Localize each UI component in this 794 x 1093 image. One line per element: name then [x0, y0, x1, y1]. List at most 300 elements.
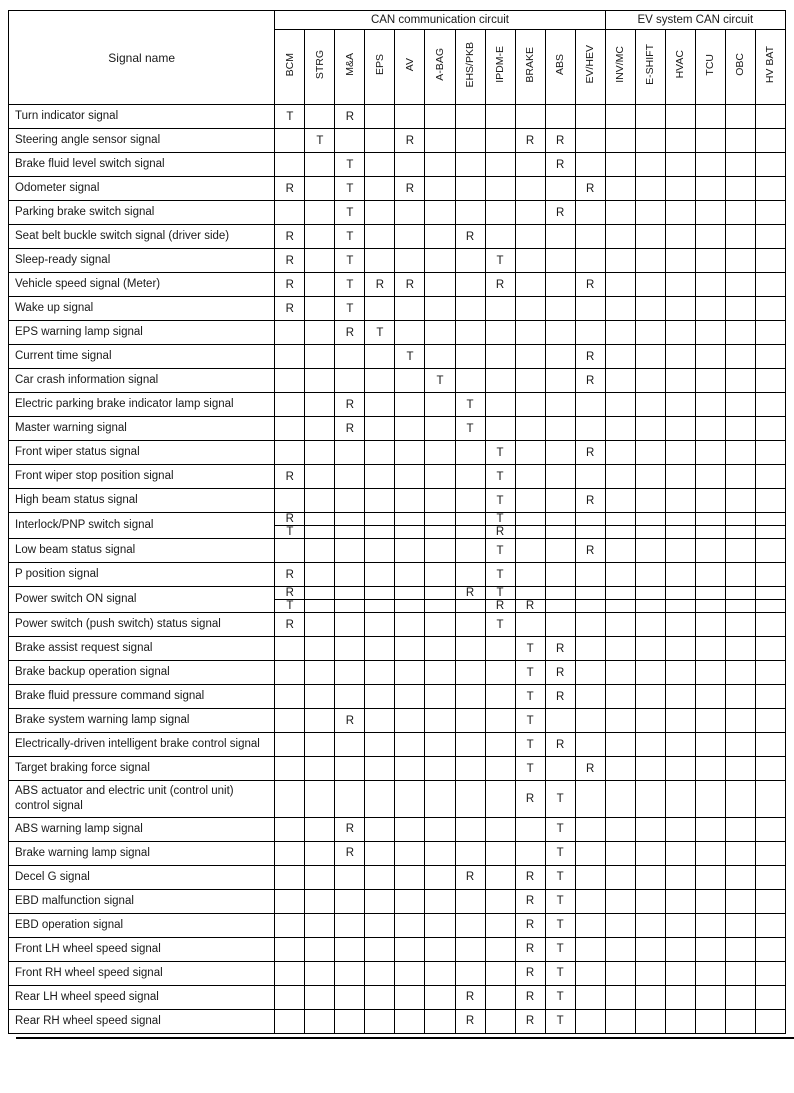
value-cell: [605, 201, 635, 225]
value-cell: [545, 587, 575, 600]
value-cell: R: [545, 637, 575, 661]
value-cell: R: [275, 249, 305, 273]
value-cell: [485, 1009, 515, 1033]
value-cell: [725, 781, 755, 818]
value-cell: [365, 937, 395, 961]
value-cell: [755, 393, 785, 417]
signal-name: Vehicle speed signal (Meter): [9, 273, 275, 297]
value-cell: [725, 563, 755, 587]
value-cell: [575, 513, 605, 526]
value-cell: [455, 321, 485, 345]
value-cell: [725, 249, 755, 273]
value-cell: [275, 889, 305, 913]
value-cell: [455, 685, 485, 709]
value-cell: [515, 563, 545, 587]
column-header-label: EV/HEV: [583, 45, 596, 84]
value-cell: [455, 661, 485, 685]
signal-row: [9, 613, 786, 637]
value-cell: [725, 685, 755, 709]
value-cell: [665, 105, 695, 129]
value-cell: [335, 489, 365, 513]
value-cell: [545, 321, 575, 345]
value-cell: R: [515, 781, 545, 818]
value-cell: [605, 105, 635, 129]
value-cell: [605, 781, 635, 818]
value-cell: [305, 637, 335, 661]
value-cell: [305, 913, 335, 937]
value-cell: [395, 1009, 425, 1033]
value-cell: [605, 393, 635, 417]
value-cell: [365, 865, 395, 889]
value-cell: [665, 817, 695, 841]
value-cell: [605, 249, 635, 273]
signal-name: Brake system warning lamp signal: [9, 709, 275, 733]
value-cell: [275, 709, 305, 733]
value-cell: [455, 781, 485, 818]
value-cell: [485, 733, 515, 757]
value-cell: [545, 225, 575, 249]
value-cell: [305, 1009, 335, 1033]
value-cell: R: [575, 489, 605, 513]
value-cell: [455, 937, 485, 961]
value-cell: [305, 273, 335, 297]
value-cell: [275, 129, 305, 153]
value-cell: [485, 637, 515, 661]
value-cell: T: [515, 733, 545, 757]
value-cell: [395, 685, 425, 709]
value-cell: [665, 129, 695, 153]
value-cell: R: [545, 733, 575, 757]
column-header-ehs-pkb: [455, 30, 485, 105]
value-cell: R: [545, 153, 575, 177]
signal-row: [9, 441, 786, 465]
value-cell: [305, 345, 335, 369]
value-cell: [545, 757, 575, 781]
value-cell: [695, 441, 725, 465]
value-cell: [425, 153, 455, 177]
value-cell: [755, 526, 785, 539]
value-cell: [455, 539, 485, 563]
value-cell: [695, 913, 725, 937]
value-cell: [725, 1009, 755, 1033]
signal-name: Rear RH wheel speed signal: [9, 1009, 275, 1033]
value-cell: [575, 587, 605, 600]
value-cell: [305, 600, 335, 613]
value-cell: T: [485, 613, 515, 637]
value-cell: [695, 817, 725, 841]
signal-name: ABS actuator and electric unit (control unit) control signal: [9, 781, 275, 818]
value-cell: [635, 600, 665, 613]
value-cell: [425, 417, 455, 441]
value-cell: [305, 489, 335, 513]
value-cell: [275, 841, 305, 865]
value-cell: [665, 685, 695, 709]
value-cell: [665, 489, 695, 513]
value-cell: [635, 587, 665, 600]
value-cell: [365, 985, 395, 1009]
value-cell: R: [575, 757, 605, 781]
value-cell: [425, 393, 455, 417]
value-cell: [575, 865, 605, 889]
value-cell: [665, 937, 695, 961]
value-cell: [635, 393, 665, 417]
value-cell: [545, 345, 575, 369]
value-cell: [335, 369, 365, 393]
value-cell: [605, 563, 635, 587]
signal-name: High beam status signal: [9, 489, 275, 513]
value-cell: [755, 841, 785, 865]
value-cell: [695, 985, 725, 1009]
column-header-m-a: [335, 30, 365, 105]
value-cell: [335, 781, 365, 818]
value-cell: [545, 273, 575, 297]
signal-row: [9, 563, 786, 587]
value-cell: [695, 489, 725, 513]
value-cell: [725, 817, 755, 841]
value-cell: [635, 105, 665, 129]
value-cell: [395, 489, 425, 513]
value-cell: [275, 441, 305, 465]
value-cell: [725, 889, 755, 913]
value-cell: [605, 417, 635, 441]
value-cell: [725, 613, 755, 637]
value-cell: T: [485, 539, 515, 563]
value-cell: [395, 539, 425, 563]
value-cell: [605, 153, 635, 177]
value-cell: [545, 709, 575, 733]
value-cell: R: [515, 937, 545, 961]
value-cell: [275, 201, 305, 225]
column-header-label: BRAKE: [523, 46, 536, 83]
column-header-label: IPDM-E: [493, 46, 506, 83]
value-cell: T: [335, 177, 365, 201]
value-cell: [395, 393, 425, 417]
value-cell: [305, 539, 335, 563]
value-cell: [305, 889, 335, 913]
value-cell: [605, 817, 635, 841]
value-cell: [725, 513, 755, 526]
value-cell: [425, 961, 455, 985]
value-cell: [485, 985, 515, 1009]
value-cell: [485, 685, 515, 709]
value-cell: [635, 757, 665, 781]
column-header-label: STRG: [313, 49, 326, 80]
value-cell: [365, 889, 395, 913]
value-cell: [605, 661, 635, 685]
value-cell: [485, 297, 515, 321]
value-cell: [305, 105, 335, 129]
value-cell: [635, 513, 665, 526]
value-cell: [575, 297, 605, 321]
value-cell: [575, 129, 605, 153]
value-cell: [485, 201, 515, 225]
value-cell: [695, 563, 725, 587]
signal-name: Wake up signal: [9, 297, 275, 321]
column-header-tcu: [695, 30, 725, 105]
value-cell: [725, 297, 755, 321]
value-cell: [365, 489, 395, 513]
value-cell: [335, 600, 365, 613]
value-cell: T: [545, 841, 575, 865]
signal-row: [9, 937, 786, 961]
value-cell: [305, 781, 335, 818]
value-cell: T: [335, 153, 365, 177]
signal-row: [9, 817, 786, 841]
value-cell: [635, 369, 665, 393]
value-cell: [335, 637, 365, 661]
value-cell: [335, 345, 365, 369]
value-cell: [755, 153, 785, 177]
value-cell: [275, 865, 305, 889]
value-cell: [605, 225, 635, 249]
value-cell: R: [455, 1009, 485, 1033]
value-cell: [365, 817, 395, 841]
value-cell: [305, 441, 335, 465]
value-cell: [425, 273, 455, 297]
value-cell: [755, 321, 785, 345]
signal-row: [9, 913, 786, 937]
value-cell: [575, 817, 605, 841]
signal-name: Electric parking brake indicator lamp signal: [9, 393, 275, 417]
value-cell: T: [515, 757, 545, 781]
value-cell: [515, 613, 545, 637]
value-cell: [365, 757, 395, 781]
value-cell: [335, 613, 365, 637]
value-cell: [425, 489, 455, 513]
value-cell: [305, 661, 335, 685]
value-cell: [635, 201, 665, 225]
value-cell: [305, 177, 335, 201]
value-cell: [755, 1009, 785, 1033]
value-cell: [275, 733, 305, 757]
value-cell: [605, 733, 635, 757]
value-cell: [515, 513, 545, 526]
value-cell: [455, 913, 485, 937]
value-cell: [395, 513, 425, 526]
value-cell: [275, 321, 305, 345]
value-cell: [755, 637, 785, 661]
value-cell: [485, 129, 515, 153]
column-header-abs: [545, 30, 575, 105]
value-cell: [485, 393, 515, 417]
value-cell: [455, 757, 485, 781]
value-cell: [305, 513, 335, 526]
value-cell: [695, 105, 725, 129]
value-cell: [635, 321, 665, 345]
value-cell: [605, 913, 635, 937]
value-cell: [695, 129, 725, 153]
value-cell: R: [275, 225, 305, 249]
value-cell: [755, 177, 785, 201]
value-cell: [425, 637, 455, 661]
signal-name: Current time signal: [9, 345, 275, 369]
value-cell: [605, 985, 635, 1009]
value-cell: [455, 201, 485, 225]
value-cell: R: [275, 563, 305, 587]
column-header-obc: [725, 30, 755, 105]
signal-name: Sleep-ready signal: [9, 249, 275, 273]
value-cell: T: [545, 985, 575, 1009]
value-cell: [725, 865, 755, 889]
value-cell: [425, 817, 455, 841]
value-cell: [395, 249, 425, 273]
value-cell: [695, 539, 725, 563]
value-cell: T: [395, 345, 425, 369]
value-cell: [515, 817, 545, 841]
value-cell: [485, 225, 515, 249]
signal-name: Front LH wheel speed signal: [9, 937, 275, 961]
value-cell: [665, 321, 695, 345]
column-header-bcm: [275, 30, 305, 105]
value-cell: [455, 637, 485, 661]
value-cell: [485, 153, 515, 177]
value-cell: R: [575, 441, 605, 465]
value-cell: [425, 321, 455, 345]
value-cell: [665, 865, 695, 889]
value-cell: [335, 889, 365, 913]
column-header-strg: [305, 30, 335, 105]
value-cell: [395, 865, 425, 889]
value-cell: [485, 321, 515, 345]
value-cell: [455, 489, 485, 513]
value-cell: [305, 841, 335, 865]
value-cell: [755, 489, 785, 513]
group-header-ev-system-can: EV system CAN circuit: [605, 11, 785, 30]
value-cell: [695, 757, 725, 781]
value-cell: R: [545, 685, 575, 709]
value-cell: [755, 937, 785, 961]
value-cell: [275, 345, 305, 369]
value-cell: [695, 709, 725, 733]
value-cell: [695, 225, 725, 249]
value-cell: [605, 587, 635, 600]
value-cell: [575, 1009, 605, 1033]
signal-name: Power switch ON signal: [9, 587, 275, 613]
value-cell: [455, 613, 485, 637]
signal-name: EBD malfunction signal: [9, 889, 275, 913]
value-cell: [665, 841, 695, 865]
value-cell: [755, 913, 785, 937]
signal-name: Front RH wheel speed signal: [9, 961, 275, 985]
column-header-label: OBC: [734, 53, 747, 76]
value-cell: [545, 613, 575, 637]
value-cell: [395, 661, 425, 685]
value-cell: [275, 937, 305, 961]
value-cell: [425, 105, 455, 129]
column-header-label: HV BAT: [764, 45, 777, 84]
value-cell: [455, 177, 485, 201]
value-cell: [695, 393, 725, 417]
value-cell: [635, 563, 665, 587]
value-cell: [605, 321, 635, 345]
value-cell: [515, 201, 545, 225]
value-cell: [545, 441, 575, 465]
value-cell: [425, 465, 455, 489]
value-cell: [305, 526, 335, 539]
value-cell: [395, 297, 425, 321]
signal-row: [9, 865, 786, 889]
signal-row: [9, 249, 786, 273]
signal-row: [9, 637, 786, 661]
signal-row: [9, 685, 786, 709]
value-cell: [545, 539, 575, 563]
value-cell: [665, 465, 695, 489]
value-cell: [605, 297, 635, 321]
value-cell: [395, 587, 425, 600]
column-header-hv-bat: [755, 30, 785, 105]
value-cell: [515, 841, 545, 865]
value-cell: [365, 539, 395, 563]
value-cell: [635, 937, 665, 961]
signal-name: Target braking force signal: [9, 757, 275, 781]
value-cell: [755, 539, 785, 563]
value-cell: [605, 273, 635, 297]
value-cell: [605, 961, 635, 985]
value-cell: [365, 105, 395, 129]
column-header-e-shift: [635, 30, 665, 105]
value-cell: [575, 961, 605, 985]
value-cell: [515, 417, 545, 441]
value-cell: [305, 961, 335, 985]
signal-row: [9, 757, 786, 781]
value-cell: [725, 321, 755, 345]
value-cell: [725, 273, 755, 297]
signal-row: [9, 1009, 786, 1033]
value-cell: [605, 526, 635, 539]
value-cell: [575, 225, 605, 249]
value-cell: [275, 489, 305, 513]
value-cell: [755, 985, 785, 1009]
value-cell: [395, 417, 425, 441]
value-cell: [425, 841, 455, 865]
value-cell: R: [485, 273, 515, 297]
value-cell: [635, 685, 665, 709]
value-cell: [335, 587, 365, 600]
value-cell: [365, 393, 395, 417]
value-cell: [485, 661, 515, 685]
value-cell: [455, 297, 485, 321]
value-cell: [485, 817, 515, 841]
value-cell: [365, 177, 395, 201]
value-cell: T: [335, 225, 365, 249]
value-cell: [725, 985, 755, 1009]
value-cell: [365, 129, 395, 153]
value-cell: [425, 985, 455, 1009]
value-cell: [455, 526, 485, 539]
value-cell: [395, 937, 425, 961]
value-cell: [635, 841, 665, 865]
value-cell: [575, 661, 605, 685]
value-cell: [485, 913, 515, 937]
value-cell: [305, 587, 335, 600]
value-cell: [635, 913, 665, 937]
value-cell: [515, 297, 545, 321]
signal-row: [9, 985, 786, 1009]
value-cell: [335, 865, 365, 889]
value-cell: [365, 513, 395, 526]
value-cell: [665, 441, 695, 465]
value-cell: [545, 249, 575, 273]
value-cell: [695, 177, 725, 201]
value-cell: [695, 526, 725, 539]
value-cell: R: [485, 600, 515, 613]
value-cell: [395, 600, 425, 613]
value-cell: [515, 273, 545, 297]
value-cell: [755, 600, 785, 613]
value-cell: [755, 865, 785, 889]
value-cell: [455, 465, 485, 489]
signal-row: [9, 153, 786, 177]
